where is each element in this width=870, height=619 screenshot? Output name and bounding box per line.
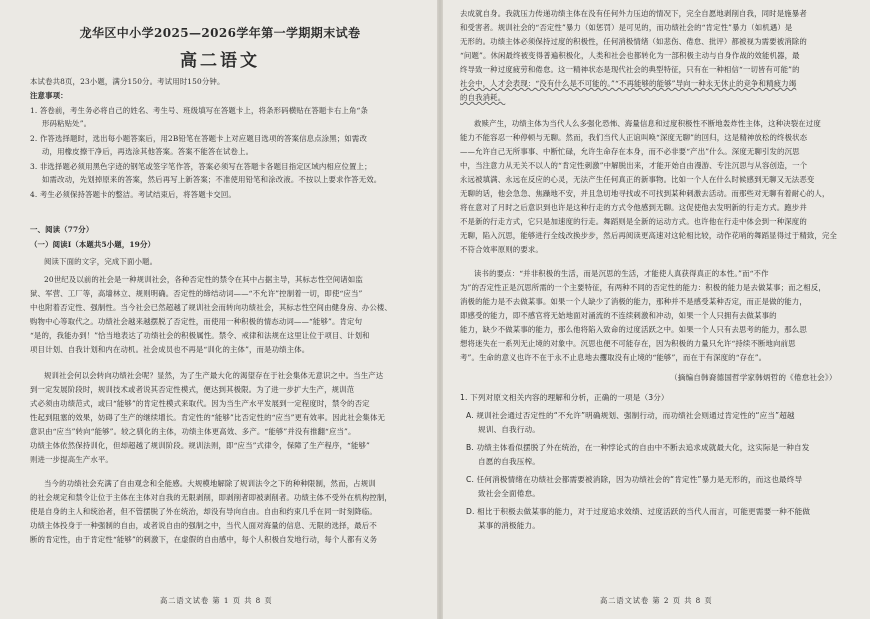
passage-line: 社会中，人才会表现：“没有什么是不可能的。”“不再能够的能够”导向一种永无休止的竞争和精疲力竭 bbox=[460, 79, 797, 88]
note-line: 形码粘贴处”。 bbox=[42, 119, 92, 128]
subsection-title: （一）阅读Ⅰ（本题共5小题，19分） bbox=[30, 240, 156, 249]
note-line: 1. 答卷前，考生务必将自己的姓名、考生号、班级填写在答题卡上，将条形码横贴在答题卡右上角“条 bbox=[30, 106, 369, 115]
passage-line: 20世纪及以前的社会是一种规训社会，各种否定性的禁令在其中占据主导，其标志性空间诸如监 bbox=[44, 275, 363, 284]
passage-line: 消极的能力是不去做某事。如果一个人缺少了消极的能力，那种并不是感受某种否定，而正是做的能力， bbox=[460, 297, 807, 306]
passage-line: ——允许自己无所事事、中断忙碌，允许生命存在本身，而不必非要“产出”什么。深度无聊引发的沉思 bbox=[460, 147, 800, 156]
note-line: 动，用橡皮擦干净后，再选涂其他答案。答案不能答在试卷上。 bbox=[42, 147, 254, 156]
passage-line: 的自我消耗。 bbox=[460, 93, 506, 102]
page-footer: 高二语文试卷 第 1 页 共 8 页 bbox=[160, 596, 273, 605]
passage-line: 无聊，陷入沉思，能够进行全线改换步步，然后再阅读更高速对这轮相比较，动作花哨的舞蹈显得过于精致，完全 bbox=[460, 231, 838, 240]
passage-line: 永远被填满、永远在反应的心灵，无法产生任何真正的新事物。比如一个人在什么时候感到无聊又无法恶变 bbox=[460, 175, 815, 184]
option-a-cont: 规训、自我行动。 bbox=[478, 425, 540, 434]
passage-line: 功绩主体投身于一种强制的自由，或者说自由的强制之中，当代人面对海量的信息、无限的选择，最后不 bbox=[30, 521, 377, 530]
passage-line: 中，当注意力从无关不以人的“肯定性刺激”中解脱出来，才能开始自由漫游、专注沉思与从容创造，一个 bbox=[460, 161, 808, 170]
passage-line: 想将迷失在一系列无止境的对象中。沉思也便不可能存在，因为积极的力量只允许“持续不断地向前思 bbox=[460, 339, 796, 348]
reading-instruction: 阅读下面的文字，完成下面小题。 bbox=[44, 257, 158, 266]
option-d: D. 相比于积极去做某事的能力，对于过度追求效绩、过度活跃的当代人而言，可能更需要一种不能做 bbox=[466, 507, 811, 516]
question-1: 1. 下列对原文相关内容的理解和分析，正确的一项是（3分） bbox=[460, 393, 669, 402]
passage-line: 到一定发展阶段时，规训技术或者说其否定性模式，便达到其极限。为了进一步扩大生产，规训范 bbox=[30, 385, 355, 394]
passage-line: 式必须由功绩范式，或曰“能够”的肯定性模式来取代。因为当生产水平发展到一定程度时，禁令的否定 bbox=[30, 399, 370, 408]
passage-line: 考”。生命的意义也许不在于永不止息地去攫取没有止境的“能够”，而在于有深度的“存在”。 bbox=[460, 353, 767, 362]
passage-line: 购物中心等取代之。功绩社会越来越摆脱了否定性，而使用一种积极的情态动词——“能够”。肯定句 bbox=[30, 317, 363, 326]
passage-line: 不是新的行走方式，它只是加速度的行走。舞蹈则是全新的运动方式。也许他在行走中体会到一种深度的 bbox=[460, 217, 807, 226]
passage-line: 项目计划、自我计划和内在动机。社会成员也不再是“训化的主体”，而是功绩主体。 bbox=[30, 345, 310, 354]
note-line: 3. 非选择题必须用黑色字迹的钢笔或签字笔作答，答案必须写在答题卡各题目指定区域内相应位置上； bbox=[30, 162, 372, 171]
passage-line: 中也附着否定性、强制性。当今社会已然超越了规训社会而转向功绩社会，其标志性空间由健身房、办公楼、 bbox=[30, 303, 392, 312]
passage-line: 当今的功绩社会充满了自由观念和全能感。大规模地解除了规训法令之下的种种限制，然而，占规训 bbox=[44, 479, 376, 488]
passage-line: “是的，我能办到！”恰当地表达了功绩社会的积极属性。禁令、戒律和法规在这里让位于项目、计划和 bbox=[30, 331, 370, 340]
passage-line: 性起到阻塞的效果，妨碍了生产的继续增长。肯定性的“能够”比否定性的“应当”更有效率。因此社会集体无 bbox=[30, 413, 386, 422]
passage-line: 不符合效率原则的要求。 bbox=[460, 245, 543, 254]
option-b-cont: 自愿的自我压榨。 bbox=[478, 457, 540, 466]
passage-line: 即感受的能力，即不感官将无始地面对涌流的不连续刺激和冲动，如果一个人只拥有去做某事的 bbox=[460, 311, 777, 320]
passage-line: 读书的要点：“并非积极的生活，而是沉思的生活，才能使人真获得真正的本性。”而“不作 bbox=[474, 269, 769, 278]
passage-line: 去成就自身。我就压力传递功绩主体在没有任何外力压迫的情况下，完全自愿地剥削自我，同时是施暴者 bbox=[460, 9, 807, 18]
passage-line: 功绩主体依然保持训化，但却超越了规训阶段。规训法则，即“应当”式律令，保障了生产程序，“能够” bbox=[30, 441, 370, 450]
passage-line: “问题”。休闲最终被变得普遍积极化，人类和社会也都转化为一部积极主动与自身作战的效能机器，最 bbox=[460, 51, 800, 60]
subject-title: 高二语文 bbox=[180, 51, 260, 71]
exam-title: 龙华区中小学2025—2026学年第一学期期末试卷 bbox=[79, 26, 361, 40]
notes-title: 注意事项： bbox=[30, 91, 68, 100]
right-page bbox=[440, 0, 870, 619]
passage-line: 终导致一种过度疲劳和倦怠。这一精神状态是现代社会的典型特征，只有在一种相信“一切皆有可能”的 bbox=[460, 65, 800, 74]
passage-line: 无聊的话，他会急急、焦躁地不安，并且急切地寻找或不可找到某种刺激去活动。而那些对无聊有着耐心的人， bbox=[460, 189, 830, 198]
passage-line: 救赎产生，功绩主体为当代人么多强化恐怖、海量信息和过度积极性不断地轰炸性主体，这种决裂在过度 bbox=[474, 119, 821, 128]
note-line: 2. 作答选择题时，选出每小题答案后，用2B铅笔在答题卡上对应题目选项的答案信息点涂黑；如需改 bbox=[30, 134, 367, 143]
passage-line: 的社会规定和禁令让位于主体在主体对自我的无限剥削，即剥削者即被剥削者。功绩主体不受外在机构控制， bbox=[30, 493, 392, 502]
passage-line: 狱、军营、工厂等，高墙林立、规则明确。否定性的缔结动词——“不允许”控制着一切，即使“应当” bbox=[30, 289, 363, 298]
page-footer: 高二语文试卷 第 2 页 共 8 页 bbox=[600, 596, 713, 605]
option-c: C. 任何消极情绪在功绩社会都需要被消除，因为功绩社会的“肯定性”暴力是无形的，而这也最终导 bbox=[466, 475, 803, 484]
passage-line: 将在意对了月时之后意识到也许是这种行走的方式令他感到无聊。这促使他去发明新的行走方式。跑步并 bbox=[460, 203, 807, 212]
option-a: A. 规训社会通过否定性的“不允许”明确规划、强制行动，而功绩社会则通过肯定性的“应当”超越 bbox=[466, 411, 795, 420]
option-b: B. 功绩主体看似摆脱了外在统治，在一种悖论式的自由中不断去追求成就最大化，这实际是一种自发 bbox=[466, 443, 810, 452]
passage-line: 则进一步提高生产水平。 bbox=[30, 455, 113, 464]
exam-info: 本试卷共8页，23小题，满分150分。考试用时150分钟。 bbox=[30, 77, 225, 86]
passage-line: 规训社会何以会转向功绩社会呢？显然，为了生产最大化的渴望存在于社会集体无意识之中。当生产达 bbox=[44, 371, 384, 380]
passage-line: 为”的否定性正是沉思所需的一个主要特征，有两种不同的否定性的能力：积极的能力是去做某事；而之相反， bbox=[460, 283, 826, 292]
passage-line: 无形的。功绩主体必须保持过度的积极性，任何消极情绪（如悲伤、倦怠、批评）都被视为需要被消除的 bbox=[460, 37, 807, 46]
option-d-cont: 某事的消极能力。 bbox=[478, 521, 540, 530]
passage-line: 能力，缺少不做某事的能力，那么他将陷入致命的过度活跃之中。如果一个人只有去思考的能力，那么思 bbox=[460, 325, 807, 334]
passage-line: 和受害者。规训社会的“否定性”暴力（如惩罚）是可见的，而功绩社会的“肯定性”暴力（如机遇）是 bbox=[460, 23, 793, 32]
passage-line: 断的肯定性，由于肯定性“能够”的刺激下，在虚假的自由感中，每个人积极自发地行动，每个人都有义务 bbox=[30, 535, 378, 544]
passage-line: 使是自身的主人和统治者，但不管摆脱了外在统治，却没有导向自由。自由和约束几乎在同一时刻降临。 bbox=[30, 507, 377, 516]
note-line: 如需改动，先划掉原来的答案，然后再写上新答案；不准使用铅笔和涂改液。不按以上要求作答无效。 bbox=[42, 175, 382, 184]
option-c-cont: 致社会全面倦怠。 bbox=[478, 489, 540, 498]
passage-line: 意识由“应当”转向“能够”。较之驯化的主体，功绩主体更高效、多产。“能够”并没有推翻“应当”。 bbox=[30, 427, 356, 436]
passage-source: （摘编自韩裔德国哲学家韩炳哲的《倦怠社会》） bbox=[670, 373, 837, 382]
section-title: 一、阅读（77分） bbox=[30, 225, 94, 234]
passage-line: 能力不能容忍一种停顿与无聊。然而，我们当代人正谊叫唤“深度无聊”的回归，这是精神放松的终极状态 bbox=[460, 133, 808, 142]
note-line: 4. 考生必须保持答题卡的整洁。考试结束后，将答题卡交回。 bbox=[30, 190, 236, 199]
